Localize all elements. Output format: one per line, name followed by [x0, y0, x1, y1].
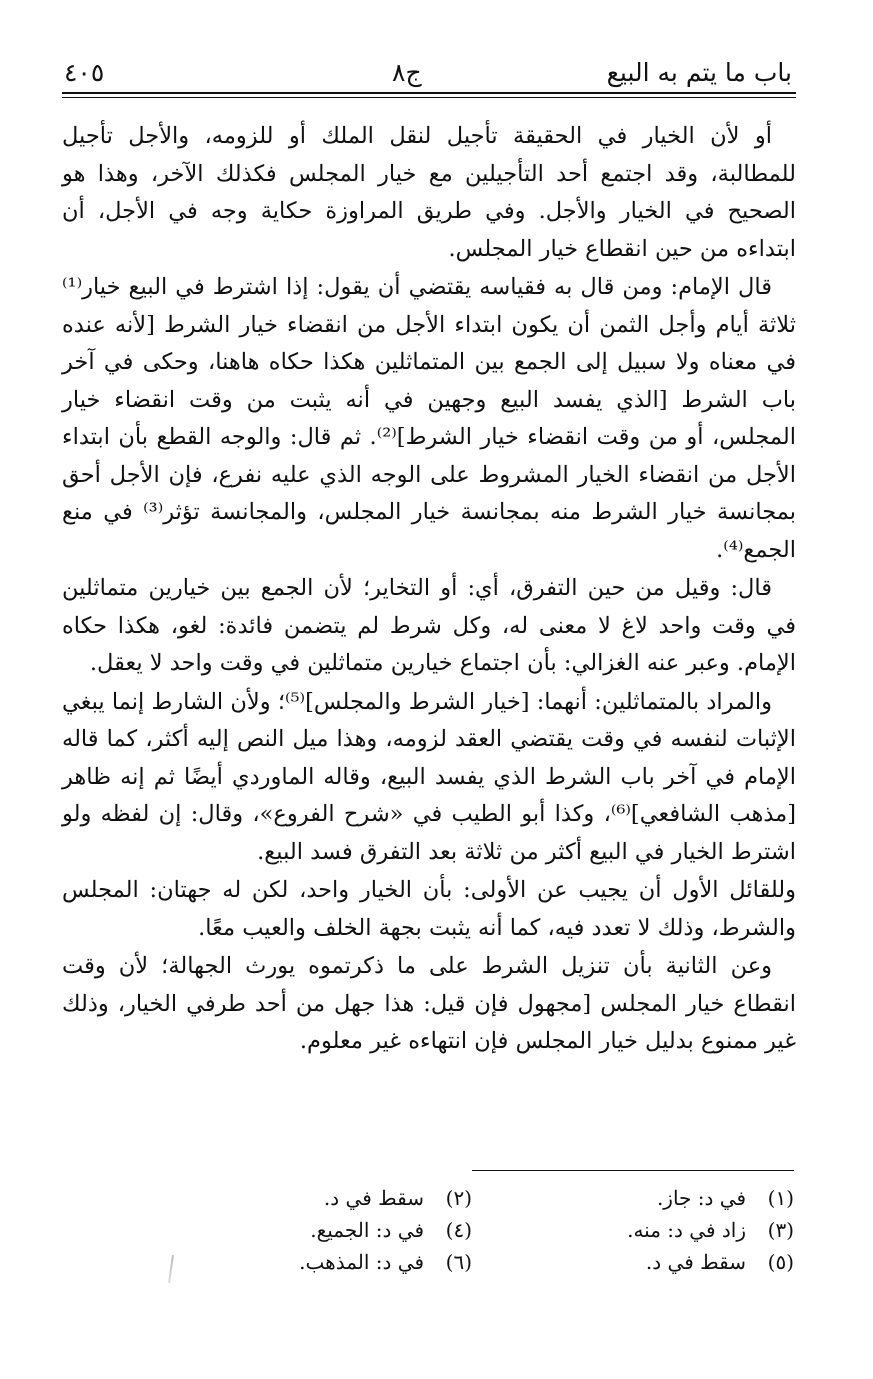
footnote-number: (٣)	[767, 1218, 794, 1242]
footnote-text: في د: الجميع.	[310, 1218, 424, 1242]
footnote-text: سقط في د.	[323, 1186, 424, 1210]
footnote-text: زاد في د: منه.	[627, 1218, 746, 1242]
header-rule	[62, 92, 796, 94]
volume-label: ج٨	[392, 58, 422, 87]
footnotes	[150, 1182, 794, 1278]
footnote-separator	[472, 1170, 794, 1171]
footnote	[472, 1182, 794, 1214]
paragraph: وللقائل الأول أن يجيب عن الأولى: بأن الخيار واحد، لكن له جهتان: المجلس والشرط، وذلك لا تعدد فيه، كما أنه يثبت بجهة الخلف والعيب معًا.	[62, 877, 796, 941]
footnote-number: (٥)	[767, 1250, 794, 1274]
footnote-number: (٦)	[445, 1250, 472, 1274]
footnote-number: (٢)	[445, 1186, 472, 1210]
footnote-row	[150, 1214, 794, 1246]
footnote	[150, 1182, 472, 1214]
paragraph: وعن الثانية بأن تنزيل الشرط على ما ذكرتموه يورث الجهالة؛ لأن وقت انقطاع خيار المجلس [مجهول فإن قيل: هذا جهل من أحد طرفي الخيار، وذلك غير ممنوع بدليل خيار المجلس فإن انتهاءه غير معلوم.	[62, 953, 796, 1054]
paragraph: قال: وقيل من حين التفرق، أي: أو التخاير؛ لأن الجمع بين خيارين متماثلين في وقت واحد لاغ لا معنى له، وكل شرط لم يتضمن فائدة: لغو، هكذا حكاه الإمام. وعبر عنه الغزالي: بأن اجتماع خيارين متماثلين في وقت واحد لا يعقل.	[62, 575, 796, 676]
running-header	[62, 56, 796, 92]
footnote-text: في د: المذهب.	[299, 1250, 424, 1274]
footnote-number: (١)	[767, 1186, 794, 1210]
header-rule-thin	[62, 97, 796, 98]
footnote	[472, 1214, 794, 1246]
footnote	[150, 1246, 472, 1278]
paragraph: قال الإمام: ومن قال به فقياسه يقتضي أن يقول: إذا اشترط في البيع خيار⁽¹⁾ ثلاثة أيام وأجل الثمن أن يكون ابتداء الأجل من انقضاء خيار الشرط [لأنه عنده في معناه ولا سبيل إلى الجمع بين المتماثلين هكذا حكاه هاهنا، وحكى في آخر باب الشرط [الذي يفسد البيع وجهين في أنه يثبت من وقت انقضاء خيار المجلس، أو من وقت انقضاء خيار الشرط]⁽²⁾. ثم قال: والوجه القطع بأن ابتداء الأجل من انقضاء الخيار المشروط على الوجه الذي عليه نفرع، فإن الأجل أحق بمجانسة خيار الشرط منه بمجانسة خيار المجلس، والمجانسة تؤثر⁽³⁾ في منع الجمع⁽⁴⁾.	[62, 274, 796, 563]
paragraph: والمراد بالمتماثلين: أنهما: [خيار الشرط والمجلس]⁽⁵⁾؛ ولأن الشارط إنما يبغي الإثبات لنفسه في وقت يقتضي العقد لزومه، وهذا ميل النص إليه أكثر، كما قاله الإمام في آخر باب الشرط الذي يفسد البيع، وقاله الماوردي أيضًا ثم إنه ظاهر [مذهب الشافعي]⁽⁶⁾، وكذا أبو الطيب في «شرح الفروع»، وقال: إن لفظه ولو اشترط الخيار في البيع أكثر من ثلاثة بعد التفرق فسد البيع.	[62, 688, 796, 865]
main-text	[62, 118, 796, 1061]
page-number: ٤٠٥	[64, 58, 105, 87]
footnote-text: سقط في د.	[645, 1250, 746, 1274]
paragraph: أو لأن الخيار في الحقيقة تأجيل لنقل الملك أو للزومه، والأجل تأجيل للمطالبة، وقد اجتمع أحد التأجيلين مع خيار المجلس فكذلك الآخر، وهذا هو الصحيح في الخيار والأجل. وفي طريق المراوزة حكاية وجه في الأجل، أن ابتداءه من حين انقطاع خيار المجلس.	[62, 123, 796, 262]
chapter-title: باب ما يتم به البيع	[606, 58, 792, 87]
footnote-text: في د: جاز.	[656, 1186, 746, 1210]
footnote	[150, 1214, 472, 1246]
footnote-number: (٤)	[445, 1218, 472, 1242]
footnote	[472, 1246, 794, 1278]
footnote-row	[150, 1246, 794, 1278]
footnote-row	[150, 1182, 794, 1214]
